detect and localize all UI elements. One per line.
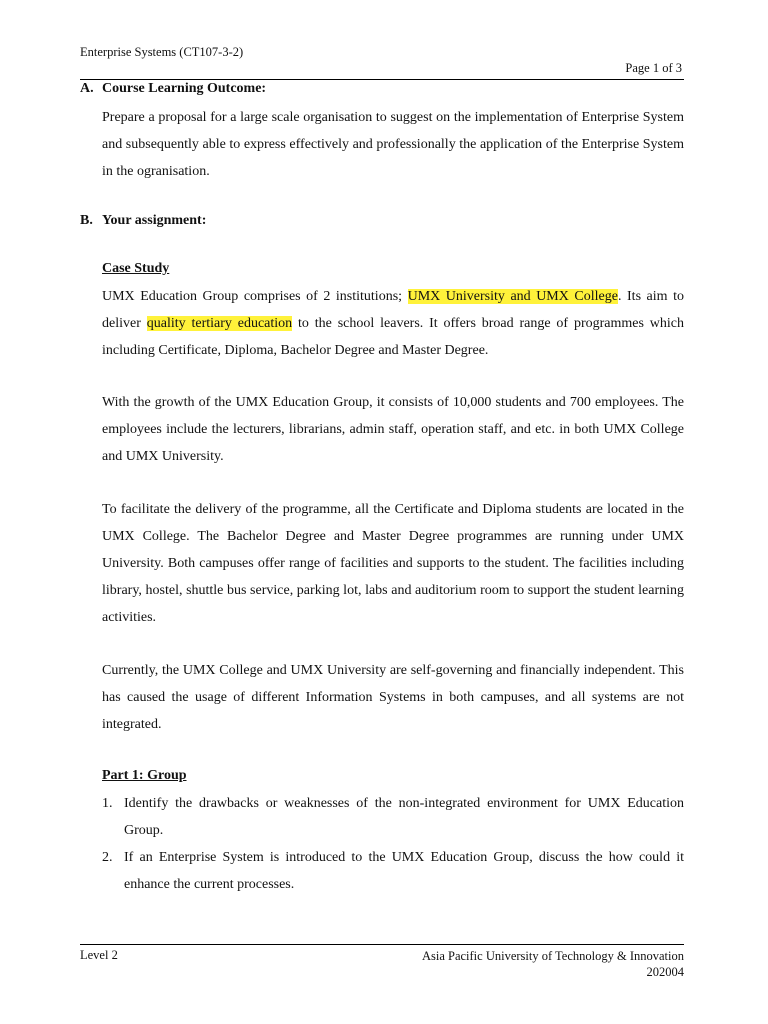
section-a-letter: A. bbox=[80, 81, 94, 96]
list-item-number: 2. bbox=[102, 850, 113, 865]
case-paragraph-4: Currently, the UMX College and UMX University are self-governing and financially independent. This has caused the usage of different Information Systems in both campuses, and all systems are not integrated. bbox=[102, 663, 684, 732]
case-paragraph-1 bbox=[102, 283, 684, 364]
learning-outcome-text: Prepare a proposal for a large scale organisation to suggest on the implementation of Enterprise System and subsequently able to express effectively and professionally the application of the Enterprise System in the ogranisation. bbox=[102, 110, 684, 179]
course-code-header: Enterprise Systems (CT107-3-2) bbox=[80, 45, 244, 59]
footer-institution: Asia Pacific University of Technology & Innovation bbox=[421, 949, 684, 963]
part1-heading: Part 1: Group bbox=[102, 768, 187, 783]
section-a-heading bbox=[80, 81, 266, 97]
footer-divider bbox=[80, 944, 684, 945]
list-item-text: Identify the drawbacks or weaknesses of the non-integrated environment for UMX Education Group. bbox=[124, 796, 684, 838]
list-item bbox=[102, 844, 684, 898]
case-study-heading: Case Study bbox=[102, 261, 170, 276]
section-b-letter: B. bbox=[80, 213, 93, 228]
section-a-title: Course Learning Outcome: bbox=[102, 81, 267, 96]
list-item bbox=[102, 790, 684, 844]
footer-code: 202004 bbox=[646, 965, 684, 979]
highlight-quality-education: quality tertiary education bbox=[146, 316, 293, 331]
case-paragraph-2: With the growth of the UMX Education Group, it consists of 10,000 students and 700 employees. The employees include the lecturers, librarians, admin staff, operation staff, and etc. in both UMX College and UMX University. bbox=[102, 395, 684, 464]
page-number: Page 1 of 3 bbox=[625, 61, 682, 75]
case-paragraph-3: To facilitate the delivery of the programme, all the Certificate and Diploma students are located in the UMX College. The Bachelor Degree and Master Degree programmes are running under UMX University. Both campuses offer range of facilities and supports to the student. The facilities including library, hostel, shuttle bus service, parking lot, labs and auditorium room to support the student learning activities. bbox=[102, 502, 684, 625]
header-divider bbox=[80, 79, 684, 80]
highlight-institutions: UMX University and UMX College bbox=[407, 289, 618, 304]
section-b-heading bbox=[80, 213, 206, 229]
case-p1-text-b: . Its aim to deliver bbox=[102, 289, 684, 331]
case-p1-text-a: UMX Education Group comprises of 2 institutions; bbox=[102, 289, 408, 304]
footer-institution-block bbox=[422, 948, 684, 980]
list-item-number: 1. bbox=[102, 796, 113, 811]
part1-list bbox=[102, 790, 684, 898]
footer-level: Level 2 bbox=[80, 948, 118, 962]
case-p1-text-c: to the school leavers. It offers broad range of programmes which including Certificate, Diploma, Bachelor Degree and Master Degree. bbox=[102, 316, 684, 358]
section-b-title: Your assignment: bbox=[102, 213, 207, 228]
list-item-text: If an Enterprise System is introduced to the UMX Education Group, discuss the how could it enhance the current processes. bbox=[124, 850, 684, 892]
